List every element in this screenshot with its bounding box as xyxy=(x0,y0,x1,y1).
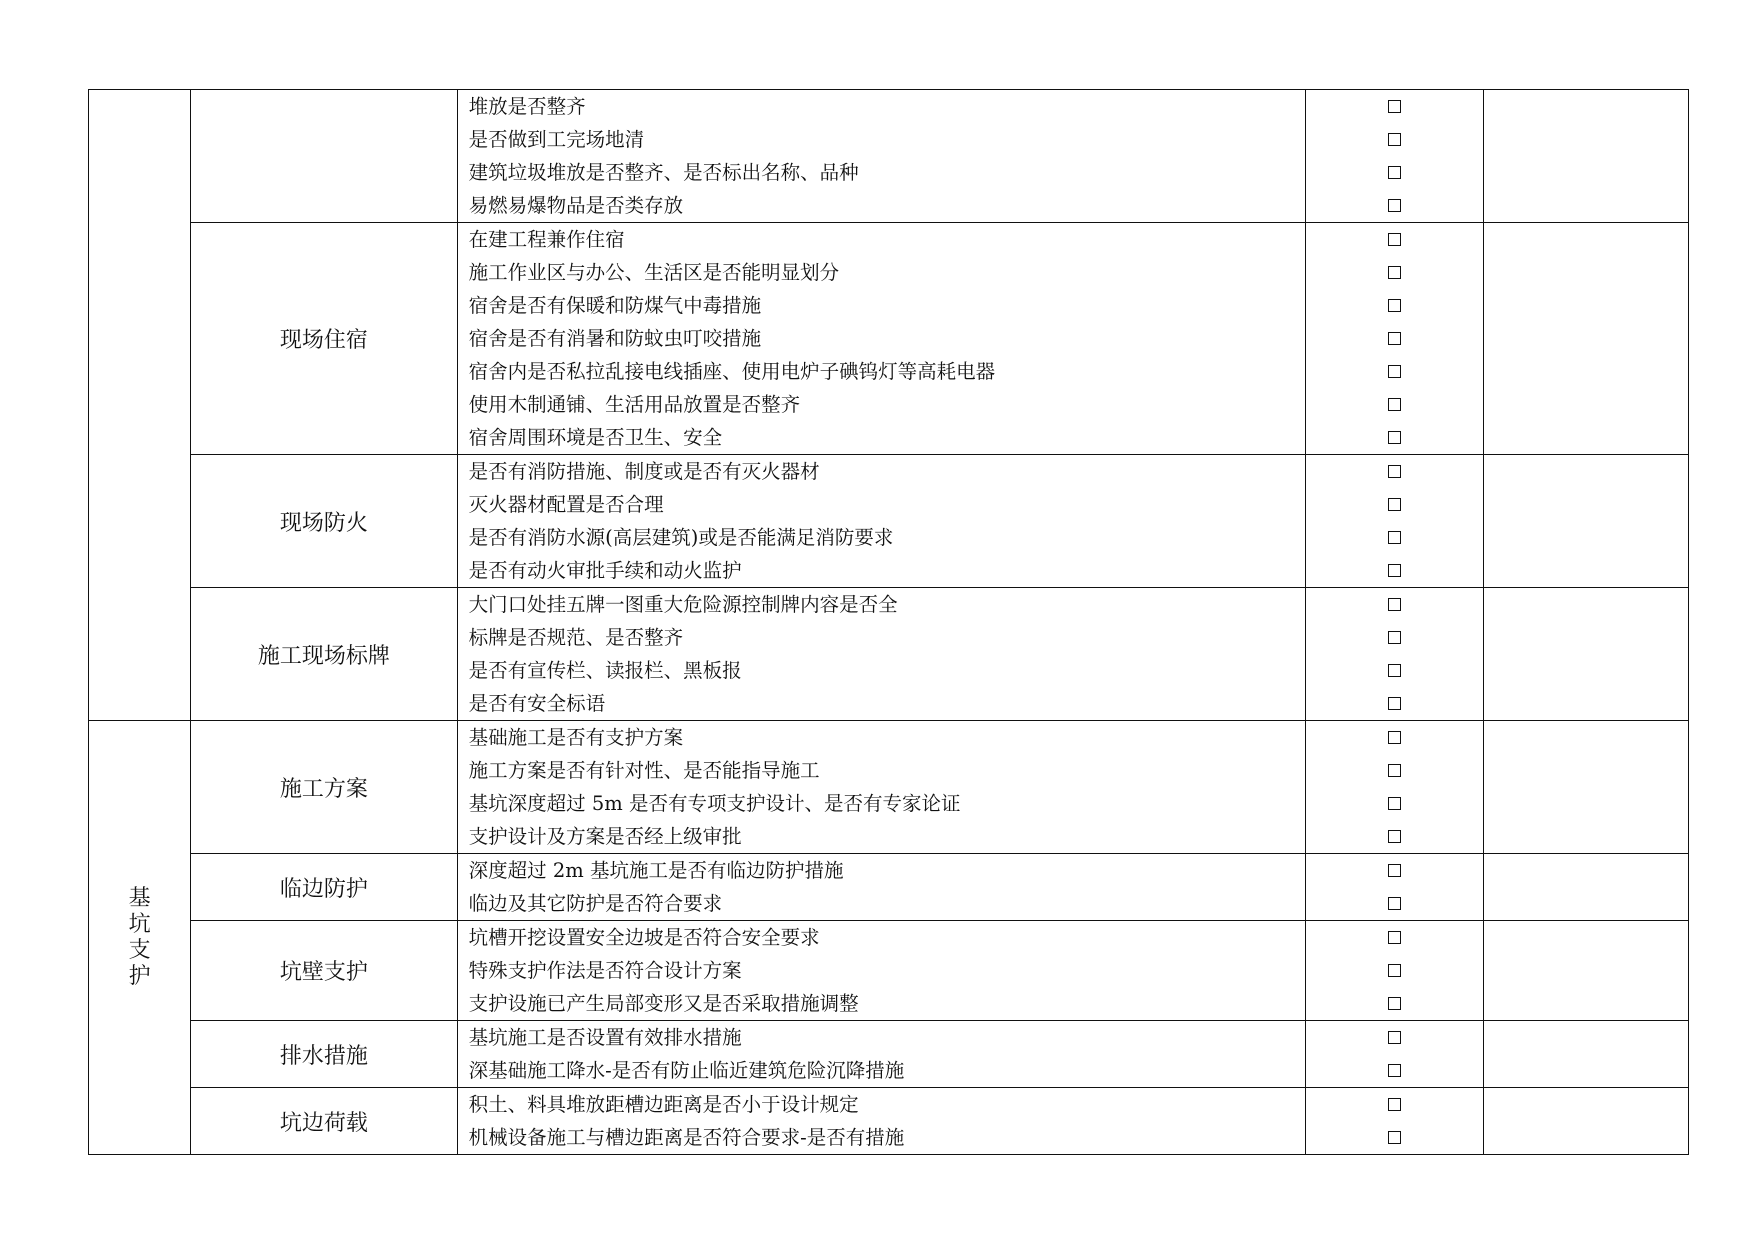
inspection-table xyxy=(88,89,1689,1155)
checkbox-cell xyxy=(1306,90,1483,223)
check-item: 机械设备施工与槽边距离是否符合要求-是否有措施 xyxy=(468,1126,905,1149)
subsection-title: 施工现场标牌 xyxy=(191,588,457,721)
checkbox[interactable] xyxy=(1388,1098,1401,1111)
checkbox[interactable] xyxy=(1388,731,1401,744)
check-item: 灭火器材配置是否合理 xyxy=(468,493,664,516)
checkbox[interactable] xyxy=(1388,465,1401,478)
checkbox-row xyxy=(1306,256,1482,289)
check-items-cell xyxy=(457,90,1306,223)
check-items-cell xyxy=(457,854,1306,921)
check-items-cell xyxy=(457,455,1306,588)
check-item: 临边及其它防护是否符合要求 xyxy=(468,892,723,915)
remarks-cell[interactable] xyxy=(1483,223,1688,455)
check-item: 宿舍是否有消暑和防蚊虫叮咬措施 xyxy=(468,327,762,350)
remarks-cell[interactable] xyxy=(1483,90,1688,223)
checkbox-cell xyxy=(1306,921,1483,1021)
check-items-cell xyxy=(457,921,1306,1021)
subsection-title xyxy=(191,90,457,223)
checkbox[interactable] xyxy=(1388,398,1401,411)
checkbox-row xyxy=(1306,455,1482,488)
checkbox-row xyxy=(1306,90,1482,123)
check-item: 宿舍周围环境是否卫生、安全 xyxy=(468,426,723,449)
table-row xyxy=(89,90,1689,223)
check-item: 坑槽开挖设置安全边坡是否符合安全要求 xyxy=(468,926,820,949)
check-item: 基坑深度超过 5m 是否有专项支护设计、是否有专家论证 xyxy=(468,792,961,815)
checkbox[interactable] xyxy=(1388,299,1401,312)
category-label: 基坑支护 xyxy=(128,885,151,989)
checkbox-row xyxy=(1306,588,1482,621)
check-item: 易燃易爆物品是否类存放 xyxy=(468,194,684,217)
checkbox[interactable] xyxy=(1388,266,1401,279)
checkbox[interactable] xyxy=(1388,1064,1401,1077)
checkbox[interactable] xyxy=(1388,664,1401,677)
checkbox-row xyxy=(1306,654,1482,687)
checkbox[interactable] xyxy=(1388,1031,1401,1044)
checkbox-row xyxy=(1306,388,1482,421)
checkbox-row xyxy=(1306,954,1482,987)
subsection-title: 坑壁支护 xyxy=(191,921,457,1021)
checkbox-row xyxy=(1306,355,1482,388)
checkbox[interactable] xyxy=(1388,764,1401,777)
check-items-cell xyxy=(457,1088,1306,1155)
check-item: 是否有消防水源(高层建筑)或是否能满足消防要求 xyxy=(468,526,894,549)
checkbox-cell xyxy=(1306,721,1483,854)
checkbox-cell xyxy=(1306,223,1483,455)
checkbox-row xyxy=(1306,787,1482,820)
checkbox[interactable] xyxy=(1388,133,1401,146)
table-row xyxy=(89,588,1689,721)
check-item: 在建工程兼作住宿 xyxy=(468,228,625,251)
check-item: 是否有安全标语 xyxy=(468,692,606,715)
checkbox-row xyxy=(1306,887,1482,920)
checkbox-cell xyxy=(1306,1088,1483,1155)
checkbox[interactable] xyxy=(1388,199,1401,212)
checkbox[interactable] xyxy=(1388,365,1401,378)
table-row xyxy=(89,854,1689,921)
check-item: 积土、料具堆放距槽边距离是否小于设计规定 xyxy=(468,1093,859,1116)
table-row xyxy=(89,455,1689,588)
checkbox-cell xyxy=(1306,854,1483,921)
checkbox[interactable] xyxy=(1388,897,1401,910)
checkbox-row xyxy=(1306,687,1482,720)
checkbox-row xyxy=(1306,223,1482,256)
subsection-title: 施工方案 xyxy=(191,721,457,854)
check-item: 支护设施已产生局部变形又是否采取措施调整 xyxy=(468,992,859,1015)
checkbox-row xyxy=(1306,123,1482,156)
checkbox[interactable] xyxy=(1388,964,1401,977)
checkbox-row xyxy=(1306,1088,1482,1121)
checkbox-row xyxy=(1306,820,1482,853)
checkbox[interactable] xyxy=(1388,797,1401,810)
table-row xyxy=(89,721,1689,854)
remarks-cell[interactable] xyxy=(1483,455,1688,588)
check-item: 标牌是否规范、是否整齐 xyxy=(468,626,684,649)
checkbox-row xyxy=(1306,289,1482,322)
checkbox[interactable] xyxy=(1388,598,1401,611)
checkbox[interactable] xyxy=(1388,564,1401,577)
checkbox-row xyxy=(1306,488,1482,521)
checkbox-row xyxy=(1306,921,1482,954)
checkbox-row xyxy=(1306,554,1482,587)
check-item: 堆放是否整齐 xyxy=(468,95,586,118)
check-item: 施工方案是否有针对性、是否能指导施工 xyxy=(468,759,820,782)
subsection-title: 坑边荷载 xyxy=(191,1088,457,1155)
check-item: 宿舍是否有保暖和防煤气中毒措施 xyxy=(468,294,762,317)
checkbox-row xyxy=(1306,754,1482,787)
checkbox[interactable] xyxy=(1388,431,1401,444)
remarks-cell[interactable] xyxy=(1483,588,1688,721)
category-cell xyxy=(89,90,191,721)
table-row xyxy=(89,1021,1689,1088)
remarks-cell[interactable] xyxy=(1483,721,1688,854)
checkbox[interactable] xyxy=(1388,1131,1401,1144)
remarks-cell[interactable] xyxy=(1483,921,1688,1021)
table-row xyxy=(89,921,1689,1021)
checkbox-cell xyxy=(1306,588,1483,721)
table-row xyxy=(89,1088,1689,1155)
checkbox[interactable] xyxy=(1388,166,1401,179)
inspection-table-body xyxy=(89,90,1689,1155)
remarks-cell[interactable] xyxy=(1483,854,1688,921)
checkbox[interactable] xyxy=(1388,931,1401,944)
checkbox-row xyxy=(1306,521,1482,554)
subsection-title: 现场防火 xyxy=(191,455,457,588)
check-item: 是否有宣传栏、读报栏、黑板报 xyxy=(468,659,742,682)
check-items-cell xyxy=(457,223,1306,455)
checkbox[interactable] xyxy=(1388,100,1401,113)
check-item: 是否有动火审批手续和动火监护 xyxy=(468,559,742,582)
checkbox[interactable] xyxy=(1388,531,1401,544)
table-row xyxy=(89,223,1689,455)
checkbox-row xyxy=(1306,1121,1482,1154)
checkbox-cell xyxy=(1306,1021,1483,1088)
checkbox-row xyxy=(1306,189,1482,222)
check-item: 深度超过 2m 基坑施工是否有临边防护措施 xyxy=(468,859,844,882)
checkbox-row xyxy=(1306,322,1482,355)
check-item: 是否有消防措施、制度或是否有灭火器材 xyxy=(468,460,820,483)
remarks-cell[interactable] xyxy=(1483,1021,1688,1088)
check-item: 支护设计及方案是否经上级审批 xyxy=(468,825,742,848)
check-item: 建筑垃圾堆放是否整齐、是否标出名称、品种 xyxy=(468,161,859,184)
check-item: 大门口处挂五牌一图重大危险源控制牌内容是否全 xyxy=(468,593,898,616)
checkbox-row xyxy=(1306,421,1482,454)
check-item: 是否做到工完场地清 xyxy=(468,128,645,151)
subsection-title: 现场住宿 xyxy=(191,223,457,455)
checkbox[interactable] xyxy=(1388,697,1401,710)
check-items-cell xyxy=(457,721,1306,854)
checkbox[interactable] xyxy=(1388,332,1401,345)
checkbox-row xyxy=(1306,1054,1482,1087)
checkbox-row xyxy=(1306,854,1482,887)
checkbox[interactable] xyxy=(1388,631,1401,644)
check-item: 基础施工是否有支护方案 xyxy=(468,726,684,749)
check-item: 深基础施工降水-是否有防止临近建筑危险沉降措施 xyxy=(468,1059,905,1082)
checkbox[interactable] xyxy=(1388,233,1401,246)
check-item: 基坑施工是否设置有效排水措施 xyxy=(468,1026,742,1049)
checkbox-row xyxy=(1306,721,1482,754)
check-item: 特殊支护作法是否符合设计方案 xyxy=(468,959,742,982)
check-items-cell xyxy=(457,1021,1306,1088)
checkbox-cell xyxy=(1306,455,1483,588)
check-item: 宿舍内是否私拉乱接电线插座、使用电炉子碘钨灯等高耗电器 xyxy=(468,360,996,383)
checkbox[interactable] xyxy=(1388,830,1401,843)
checkbox[interactable] xyxy=(1388,498,1401,511)
checkbox[interactable] xyxy=(1388,864,1401,877)
check-item: 使用木制通铺、生活用品放置是否整齐 xyxy=(468,393,801,416)
subsection-title: 排水措施 xyxy=(191,1021,457,1088)
check-item: 施工作业区与办公、生活区是否能明显划分 xyxy=(468,261,840,284)
remarks-cell[interactable] xyxy=(1483,1088,1688,1155)
subsection-title: 临边防护 xyxy=(191,854,457,921)
checkbox-row xyxy=(1306,156,1482,189)
checkbox-row xyxy=(1306,1021,1482,1054)
checkbox[interactable] xyxy=(1388,997,1401,1010)
check-items-cell xyxy=(457,588,1306,721)
checkbox-row xyxy=(1306,987,1482,1020)
category-cell xyxy=(89,721,191,1155)
checkbox-row xyxy=(1306,621,1482,654)
